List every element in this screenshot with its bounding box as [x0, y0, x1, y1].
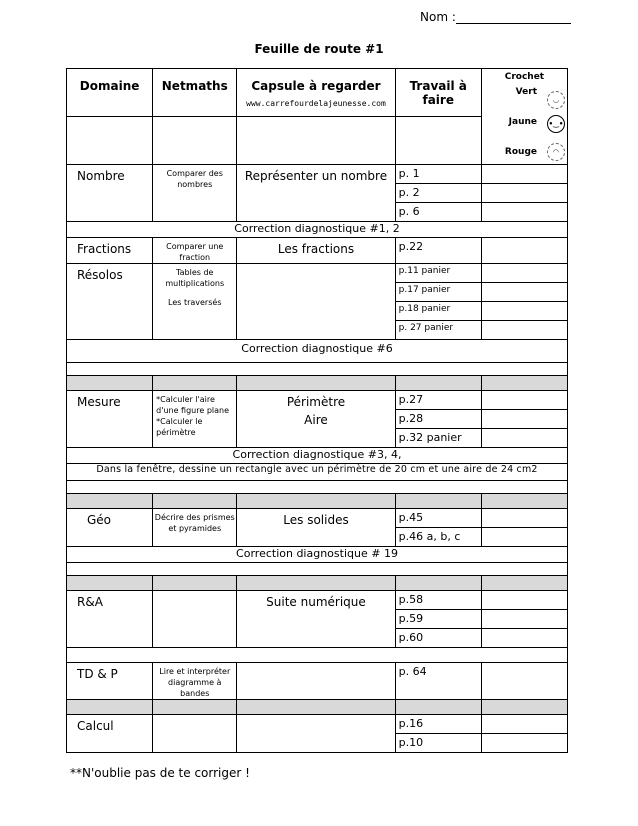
checkbox-cell[interactable]: [481, 391, 567, 410]
blank-row: [67, 481, 568, 494]
task-item: p.18 panier: [395, 302, 481, 321]
rouge-label: Rouge: [504, 147, 537, 157]
col-capsule: [237, 69, 395, 117]
vert-label: Vert: [515, 87, 537, 97]
task-item: p.32 panier: [395, 429, 481, 448]
checkbox-cell[interactable]: [481, 203, 567, 222]
task-item: p.10: [395, 734, 481, 753]
footer-note: **N'oublie pas de te corriger !: [70, 766, 250, 780]
page-title: Feuille de route #1: [254, 42, 384, 56]
domain-nombre: Nombre: [67, 165, 153, 222]
task-item: p.16: [395, 715, 481, 734]
checkbox-cell[interactable]: [481, 734, 567, 753]
capsule-fractions: Les fractions: [237, 238, 395, 264]
checkbox-cell[interactable]: [481, 591, 567, 610]
task-item: p.58: [395, 591, 481, 610]
domain-resolos: Résolos: [67, 264, 153, 340]
task-item: p.17 panier: [395, 283, 481, 302]
capsule-url: www.carrefourdelajeunesse.com: [246, 99, 386, 108]
correction-row: Correction diagnostique #1, 2: [67, 222, 568, 238]
gray-cell: [481, 376, 567, 391]
capsule-empty: [237, 264, 395, 340]
gray-cell: [481, 494, 567, 509]
domain-fractions: Fractions: [67, 238, 153, 264]
jaune-label: Jaune: [508, 117, 537, 127]
col-domaine: Domaine: [67, 69, 153, 117]
netmaths-fractions: Comparer une fraction: [153, 238, 237, 264]
task-item: p.59: [395, 610, 481, 629]
task-item: p.28: [395, 410, 481, 429]
gray-cell: [481, 576, 567, 591]
gray-cell: [153, 376, 237, 391]
nom-blank-line[interactable]: [456, 11, 571, 24]
col-crochet: [481, 69, 567, 165]
checkbox-cell[interactable]: [481, 663, 567, 700]
gray-cell: [67, 376, 153, 391]
task-item: p. 1: [395, 165, 481, 184]
task-item: p.46 a, b, c: [395, 528, 481, 547]
checkbox-cell[interactable]: [481, 715, 567, 734]
capsule-empty: [237, 663, 395, 700]
checkbox-cell[interactable]: [481, 429, 567, 448]
gray-cell: [395, 700, 481, 715]
correction-row: Correction diagnostique #6: [67, 340, 568, 363]
gray-cell: [481, 700, 567, 715]
domain-ra: R&A: [67, 591, 153, 648]
roadmap-table: [66, 68, 568, 753]
checkbox-cell[interactable]: [481, 238, 567, 264]
checkbox-cell[interactable]: [481, 610, 567, 629]
task-item: p.45: [395, 509, 481, 528]
col-netmaths: Netmaths: [153, 69, 237, 117]
correction-row: Correction diagnostique #3, 4,: [67, 448, 568, 464]
gray-cell: [237, 576, 395, 591]
task-item: p. 64: [395, 663, 481, 700]
capsule-ra: Suite numérique: [237, 591, 395, 648]
checkbox-cell[interactable]: [481, 629, 567, 648]
checkbox-cell[interactable]: [481, 165, 567, 184]
task-item: p.11 panier: [395, 264, 481, 283]
task-item: p. 27 panier: [395, 321, 481, 340]
checkbox-cell[interactable]: [481, 302, 567, 321]
netmaths-mesure: *Calculer l'aire d'une figure plane *Calculer le périmètre: [153, 391, 237, 448]
domain-geo: Géo: [67, 509, 153, 547]
checkbox-cell[interactable]: [481, 283, 567, 302]
nom-field: [420, 10, 571, 24]
netmaths-tdp: Lire et interpréter diagramme à bandes: [153, 663, 237, 700]
gray-cell: [67, 576, 153, 591]
col-travail: Travail à faire: [395, 69, 481, 117]
domain-mesure: Mesure: [67, 391, 153, 448]
netmaths-resolos: [153, 264, 237, 340]
capsule-mesure: [237, 391, 395, 448]
gray-cell: [237, 700, 395, 715]
capsule-nombre: Représenter un nombre: [237, 165, 395, 222]
domain-tdp: TD & P: [67, 663, 153, 700]
netmaths-empty: [153, 591, 237, 648]
blank-row: [67, 563, 568, 576]
capsule-perimetre: Périmètre: [286, 395, 346, 409]
gray-cell: [153, 576, 237, 591]
domain-calcul: Calcul: [67, 715, 153, 753]
netmaths-nombre: Comparer des nombres: [153, 165, 237, 222]
smile-face-icon: ◡: [547, 91, 565, 109]
task-item: p.27: [395, 391, 481, 410]
netmaths-traverses: Les traversés: [168, 298, 222, 307]
checkbox-cell[interactable]: [481, 509, 567, 528]
task-item: p.22: [395, 238, 481, 264]
task-item: p. 2: [395, 184, 481, 203]
capsule-empty: [237, 715, 395, 753]
gray-cell: [67, 494, 153, 509]
gray-cell: [395, 576, 481, 591]
gray-cell: [395, 376, 481, 391]
netmaths-empty: [153, 715, 237, 753]
checkbox-cell[interactable]: [481, 184, 567, 203]
crochet-label: Crochet: [504, 72, 545, 82]
sad-face-icon: ◠: [547, 143, 565, 161]
blank-row: [67, 363, 568, 376]
gray-cell: [237, 376, 395, 391]
gray-cell: [153, 494, 237, 509]
neutral-face-icon: •‿•: [547, 115, 565, 133]
gray-cell: [237, 494, 395, 509]
gray-cell: [395, 494, 481, 509]
checkbox-cell[interactable]: [481, 410, 567, 429]
instruction-row: Dans la fenêtre, dessine un rectangle avec un périmètre de 20 cm et une aire de 24 cm2: [67, 464, 568, 481]
capsule-aire: Aire: [304, 413, 328, 427]
blank-row: [67, 648, 568, 663]
checkbox-cell[interactable]: [481, 321, 567, 340]
correction-row: Correction diagnostique # 19: [67, 547, 568, 563]
col-capsule-label: Capsule à regarder: [251, 79, 381, 93]
task-item: p. 6: [395, 203, 481, 222]
checkbox-cell[interactable]: [481, 528, 567, 547]
nom-label: Nom :: [420, 10, 456, 24]
netmaths-tables: Tables de multiplications: [165, 268, 225, 288]
netmaths-geo: Décrire des prismes et pyramides: [153, 509, 237, 547]
checkbox-cell[interactable]: [481, 264, 567, 283]
gray-cell: [153, 700, 237, 715]
gray-cell: [67, 700, 153, 715]
task-item: p.60: [395, 629, 481, 648]
capsule-geo: Les solides: [237, 509, 395, 547]
